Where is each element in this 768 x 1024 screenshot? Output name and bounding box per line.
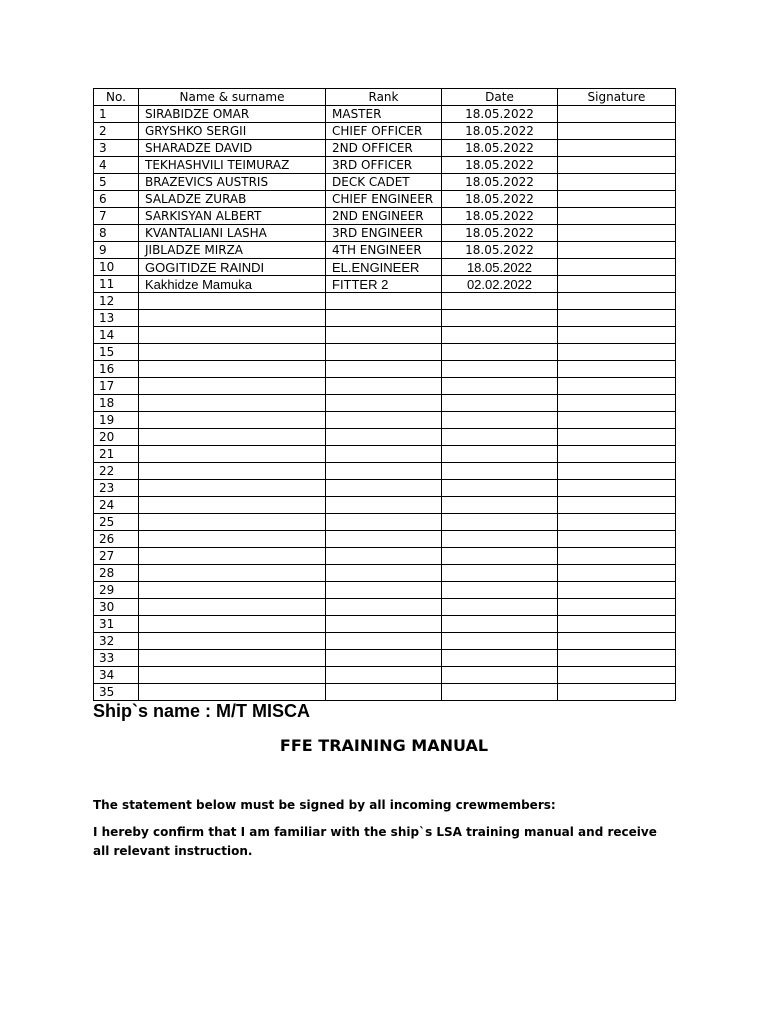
header-rank: Rank	[326, 89, 442, 106]
cell-rank	[326, 616, 442, 633]
cell-date	[442, 497, 558, 514]
cell-date: 02.02.2022	[442, 276, 558, 293]
confirmation-text: I hereby confirm that I am familiar with the ship`s LSA training manual and receive all relevant instruction.	[93, 825, 657, 858]
cell-no: 28	[94, 565, 139, 582]
cell-signature	[558, 684, 676, 701]
cell-date	[442, 480, 558, 497]
cell-date	[442, 616, 558, 633]
cell-no: 6	[94, 191, 139, 208]
cell-signature	[558, 650, 676, 667]
cell-name: SALADZE ZURAB	[139, 191, 326, 208]
cell-date	[442, 582, 558, 599]
table-row	[94, 242, 676, 259]
table-row	[94, 208, 676, 225]
table-row	[94, 531, 676, 548]
cell-date	[442, 378, 558, 395]
table-row	[94, 514, 676, 531]
cell-signature	[558, 174, 676, 191]
ship-name: Ship`s name : M/T MISCA	[93, 701, 311, 721]
cell-no: 22	[94, 463, 139, 480]
cell-signature	[558, 293, 676, 310]
cell-date	[442, 531, 558, 548]
cell-signature	[558, 463, 676, 480]
cell-name	[139, 616, 326, 633]
cell-name	[139, 684, 326, 701]
cell-rank: 2ND ENGINEER	[326, 208, 442, 225]
cell-no: 32	[94, 633, 139, 650]
cell-no: 23	[94, 480, 139, 497]
cell-no: 27	[94, 548, 139, 565]
cell-rank: CHIEF OFFICER	[326, 123, 442, 140]
cell-signature	[558, 140, 676, 157]
statement-text: The statement below must be signed by all incoming crewmembers:	[93, 798, 556, 812]
cell-no: 1	[94, 106, 139, 123]
cell-name: SHARADZE DAVID	[139, 140, 326, 157]
cell-date: 18.05.2022	[442, 225, 558, 242]
table-row	[94, 582, 676, 599]
cell-signature	[558, 378, 676, 395]
cell-date	[442, 395, 558, 412]
cell-signature	[558, 259, 676, 276]
cell-date: 18.05.2022	[442, 106, 558, 123]
cell-rank	[326, 667, 442, 684]
table-row	[94, 667, 676, 684]
cell-date	[442, 344, 558, 361]
table-row	[94, 650, 676, 667]
cell-date	[442, 565, 558, 582]
cell-name	[139, 310, 326, 327]
cell-signature	[558, 327, 676, 344]
cell-rank	[326, 633, 442, 650]
cell-name	[139, 378, 326, 395]
cell-no: 11	[94, 276, 139, 293]
cell-name	[139, 633, 326, 650]
cell-rank	[326, 548, 442, 565]
cell-name	[139, 429, 326, 446]
cell-name	[139, 650, 326, 667]
cell-date	[442, 327, 558, 344]
cell-name: Kakhidze Mamuka	[139, 276, 326, 293]
cell-rank	[326, 361, 442, 378]
cell-date	[442, 446, 558, 463]
cell-name	[139, 548, 326, 565]
cell-rank	[326, 378, 442, 395]
cell-rank	[326, 480, 442, 497]
cell-no: 5	[94, 174, 139, 191]
cell-name	[139, 497, 326, 514]
cell-no: 14	[94, 327, 139, 344]
cell-signature	[558, 565, 676, 582]
table-row	[94, 684, 676, 701]
cell-rank: CHIEF ENGINEER	[326, 191, 442, 208]
cell-no: 30	[94, 599, 139, 616]
cell-date	[442, 514, 558, 531]
cell-rank	[326, 684, 442, 701]
table-row	[94, 378, 676, 395]
cell-signature	[558, 633, 676, 650]
table-row	[94, 225, 676, 242]
cell-no: 9	[94, 242, 139, 259]
cell-name: KVANTALIANI LASHA	[139, 225, 326, 242]
cell-name: GRYSHKO SERGII	[139, 123, 326, 140]
cell-name	[139, 361, 326, 378]
cell-signature	[558, 582, 676, 599]
cell-date: 18.05.2022	[442, 242, 558, 259]
cell-no: 13	[94, 310, 139, 327]
cell-signature	[558, 497, 676, 514]
cell-no: 17	[94, 378, 139, 395]
cell-date	[442, 463, 558, 480]
cell-name: GOGITIDZE RAINDI	[139, 259, 326, 276]
cell-name: TEKHASHVILI TEIMURAZ	[139, 157, 326, 174]
cell-no: 3	[94, 140, 139, 157]
cell-rank	[326, 463, 442, 480]
table-row	[94, 395, 676, 412]
cell-no: 2	[94, 123, 139, 140]
cell-no: 26	[94, 531, 139, 548]
cell-no: 7	[94, 208, 139, 225]
cell-name	[139, 582, 326, 599]
cell-rank: 4TH ENGINEER	[326, 242, 442, 259]
cell-no: 33	[94, 650, 139, 667]
cell-date: 18.05.2022	[442, 157, 558, 174]
cell-date: 18.05.2022	[442, 191, 558, 208]
table-row	[94, 327, 676, 344]
table-row	[94, 429, 676, 446]
table-row	[94, 480, 676, 497]
cell-name	[139, 599, 326, 616]
cell-no: 21	[94, 446, 139, 463]
cell-name	[139, 446, 326, 463]
cell-rank	[326, 531, 442, 548]
cell-no: 29	[94, 582, 139, 599]
cell-date	[442, 684, 558, 701]
cell-rank	[326, 582, 442, 599]
table-row	[94, 497, 676, 514]
cell-signature	[558, 123, 676, 140]
cell-signature	[558, 395, 676, 412]
cell-name: BRAZEVICS AUSTRIS	[139, 174, 326, 191]
cell-rank	[326, 599, 442, 616]
table-row	[94, 106, 676, 123]
cell-rank: EL.ENGINEER	[326, 259, 442, 276]
table-row	[94, 293, 676, 310]
cell-signature	[558, 225, 676, 242]
cell-no: 16	[94, 361, 139, 378]
cell-rank	[326, 497, 442, 514]
cell-date	[442, 633, 558, 650]
cell-signature	[558, 616, 676, 633]
cell-date: 18.05.2022	[442, 140, 558, 157]
cell-date	[442, 310, 558, 327]
cell-no: 24	[94, 497, 139, 514]
cell-name	[139, 327, 326, 344]
cell-signature	[558, 599, 676, 616]
cell-signature	[558, 412, 676, 429]
cell-no: 35	[94, 684, 139, 701]
cell-no: 4	[94, 157, 139, 174]
cell-date	[442, 599, 558, 616]
table-row	[94, 599, 676, 616]
table-row	[94, 157, 676, 174]
cell-date: 18.05.2022	[442, 174, 558, 191]
cell-rank: 3RD OFFICER	[326, 157, 442, 174]
cell-no: 19	[94, 412, 139, 429]
cell-signature	[558, 514, 676, 531]
cell-no: 18	[94, 395, 139, 412]
cell-date: 18.05.2022	[442, 208, 558, 225]
table-row	[94, 276, 676, 293]
cell-no: 25	[94, 514, 139, 531]
cell-date	[442, 429, 558, 446]
table-row	[94, 616, 676, 633]
table-row	[94, 344, 676, 361]
cell-rank	[326, 650, 442, 667]
cell-rank: MASTER	[326, 106, 442, 123]
cell-date	[442, 667, 558, 684]
crew-signature-table	[93, 88, 676, 701]
table-row	[94, 361, 676, 378]
cell-no: 20	[94, 429, 139, 446]
cell-name: SARKISYAN ALBERT	[139, 208, 326, 225]
cell-name	[139, 480, 326, 497]
cell-signature	[558, 106, 676, 123]
cell-no: 34	[94, 667, 139, 684]
cell-name	[139, 565, 326, 582]
cell-rank: DECK CADET	[326, 174, 442, 191]
cell-name	[139, 667, 326, 684]
cell-rank	[326, 514, 442, 531]
cell-signature	[558, 429, 676, 446]
cell-signature	[558, 276, 676, 293]
cell-signature	[558, 242, 676, 259]
cell-rank	[326, 310, 442, 327]
cell-signature	[558, 446, 676, 463]
cell-date: 18.05.2022	[442, 259, 558, 276]
cell-rank	[326, 395, 442, 412]
cell-signature	[558, 208, 676, 225]
cell-rank	[326, 429, 442, 446]
table-row	[94, 140, 676, 157]
cell-no: 10	[94, 259, 139, 276]
table-row	[94, 123, 676, 140]
cell-name	[139, 293, 326, 310]
cell-date	[442, 650, 558, 667]
header-name: Name & surname	[139, 89, 326, 106]
cell-no: 31	[94, 616, 139, 633]
cell-date	[442, 548, 558, 565]
cell-rank	[326, 446, 442, 463]
table-row	[94, 565, 676, 582]
table-row	[94, 412, 676, 429]
table-row	[94, 463, 676, 480]
cell-signature	[558, 531, 676, 548]
cell-rank: 3RD ENGINEER	[326, 225, 442, 242]
header-date: Date	[442, 89, 558, 106]
cell-name	[139, 463, 326, 480]
cell-name	[139, 344, 326, 361]
manual-title: FFE TRAINING MANUAL	[279, 736, 489, 755]
table-row	[94, 174, 676, 191]
cell-signature	[558, 310, 676, 327]
cell-date	[442, 293, 558, 310]
cell-signature	[558, 667, 676, 684]
cell-signature	[558, 157, 676, 174]
cell-name	[139, 412, 326, 429]
table-row	[94, 259, 676, 276]
table-row	[94, 548, 676, 565]
cell-name	[139, 531, 326, 548]
cell-signature	[558, 191, 676, 208]
table-row	[94, 633, 676, 650]
cell-date: 18.05.2022	[442, 123, 558, 140]
cell-name	[139, 514, 326, 531]
cell-signature	[558, 361, 676, 378]
header-no: No.	[94, 89, 139, 106]
table-row	[94, 191, 676, 208]
cell-rank: 2ND OFFICER	[326, 140, 442, 157]
cell-name	[139, 395, 326, 412]
cell-rank	[326, 412, 442, 429]
cell-signature	[558, 480, 676, 497]
cell-name: JIBLADZE MIRZA	[139, 242, 326, 259]
cell-signature	[558, 344, 676, 361]
table-row	[94, 310, 676, 327]
cell-date	[442, 361, 558, 378]
cell-rank	[326, 293, 442, 310]
cell-rank	[326, 344, 442, 361]
cell-name: SIRABIDZE OMAR	[139, 106, 326, 123]
cell-rank	[326, 565, 442, 582]
cell-rank: FITTER 2	[326, 276, 442, 293]
cell-signature	[558, 548, 676, 565]
cell-no: 8	[94, 225, 139, 242]
cell-no: 15	[94, 344, 139, 361]
cell-date	[442, 412, 558, 429]
table-row	[94, 446, 676, 463]
header-signature: Signature	[558, 89, 676, 106]
cell-no: 12	[94, 293, 139, 310]
table-header-row	[94, 89, 676, 106]
cell-rank	[326, 327, 442, 344]
